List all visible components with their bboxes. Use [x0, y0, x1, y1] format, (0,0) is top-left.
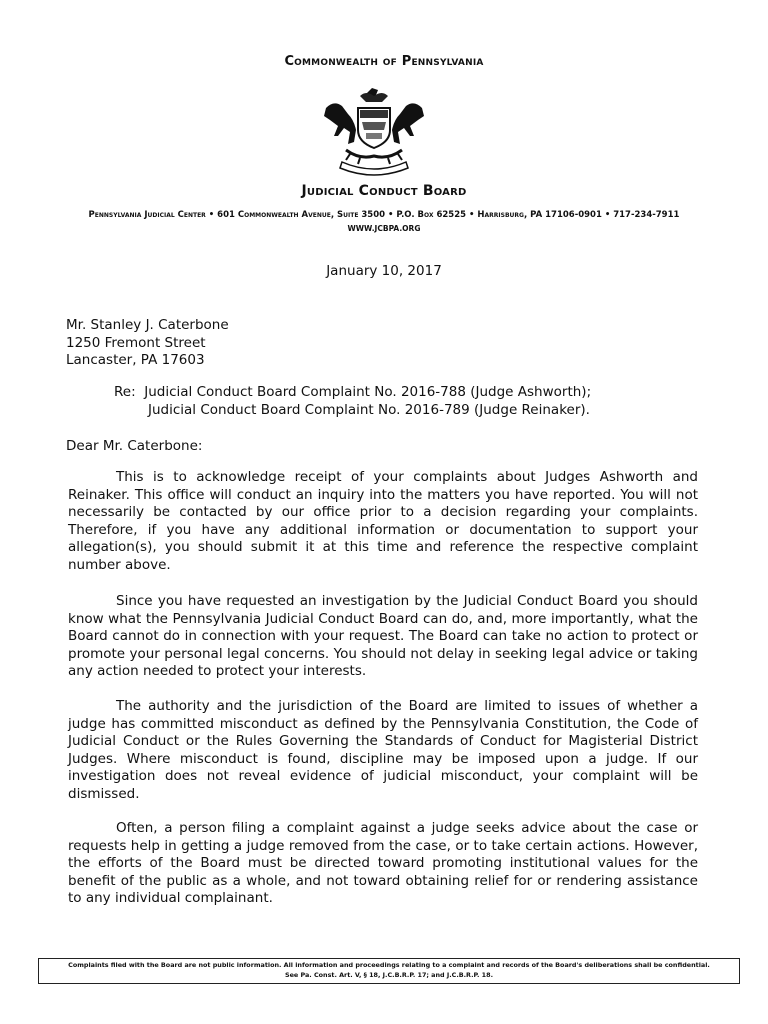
re-line-2: Judicial Conduct Board Complaint No. 2016-789 (Judge Reinaker). [148, 401, 590, 418]
confidentiality-footer [38, 958, 740, 984]
board-website: WWW.JCBPA.ORG [347, 224, 421, 233]
body-paragraph-4: Often, a person filing a complaint against a judge seeks advice about the case or requests help in getting a judge removed from the case, or to take certain actions. However, the efforts of the Board must be directed toward promoting institutional values for the benefit of the public as a whole, and not toward obtaining relief for or rendering assistance to any individual complainant. [68, 820, 698, 907]
re-line-1: Judicial Conduct Board Complaint No. 2016-788 (Judge Ashworth); [144, 384, 592, 400]
commonwealth-heading: Commonwealth of Pennsylvania [284, 54, 484, 69]
recipient-address-block [66, 317, 229, 370]
recipient-city: Lancaster, PA 17603 [66, 352, 205, 368]
body-paragraph-3: The authority and the jurisdiction of the Board are limited to issues of whether a judge has committed misconduct as defined by the Pennsylvania Constitution, the Code of Judicial Conduct or the Rules Governing the Standards of Conduct for Magisterial District Judges. Where misconduct is found, discipline may be imposed upon a judge. If our investigation does not reveal evidence of judicial misconduct, your complaint will be dismissed. [68, 698, 698, 802]
board-name-heading: Judicial Conduct Board [301, 183, 467, 199]
board-address: Pennsylvania Judicial Center • 601 Commonwealth Avenue, Suite 3500 • P.O. Box 62525 • Harrisburg, PA 17106-0901 • 717-234-7911 [88, 210, 680, 220]
letter-date: January 10, 2017 [326, 263, 442, 279]
body-paragraph-2: Since you have requested an investigation by the Judicial Conduct Board you should know what the Pennsylvania Judicial Conduct Board can do, and, more importantly, what the Board cannot do in connection with your request. The Board can take no action to protect or promote your personal legal concerns. You should not delay in seeking legal advice or taking any action needed to protect your interests. [68, 593, 698, 680]
footer-line-1: Complaints filed with the Board are not public information. All information and proceedings relating to a complaint and records of the Board's deliberations shall be confidential. [68, 961, 710, 969]
recipient-name: Mr. Stanley J. Caterbone [66, 317, 229, 333]
re-label: Re: [114, 384, 136, 400]
pennsylvania-seal-icon [316, 86, 432, 178]
re-line-block [114, 384, 591, 419]
salutation: Dear Mr. Caterbone: [66, 438, 203, 454]
footer-line-2: See Pa. Const. Art. V, § 18, J.C.B.R.P. 17; and J.C.B.R.P. 18. [284, 970, 493, 979]
body-paragraph-1: This is to acknowledge receipt of your complaints about Judges Ashworth and Reinaker. This office will conduct an inquiry into the matters you have reported. You will not necessarily be contacted by our office prior to a decision regarding your complaints. Therefore, if you have any additional information or documentation to support your allegation(s), you should submit it at this time and reference the respective complaint number above. [68, 469, 698, 573]
recipient-street: 1250 Fremont Street [66, 334, 206, 351]
